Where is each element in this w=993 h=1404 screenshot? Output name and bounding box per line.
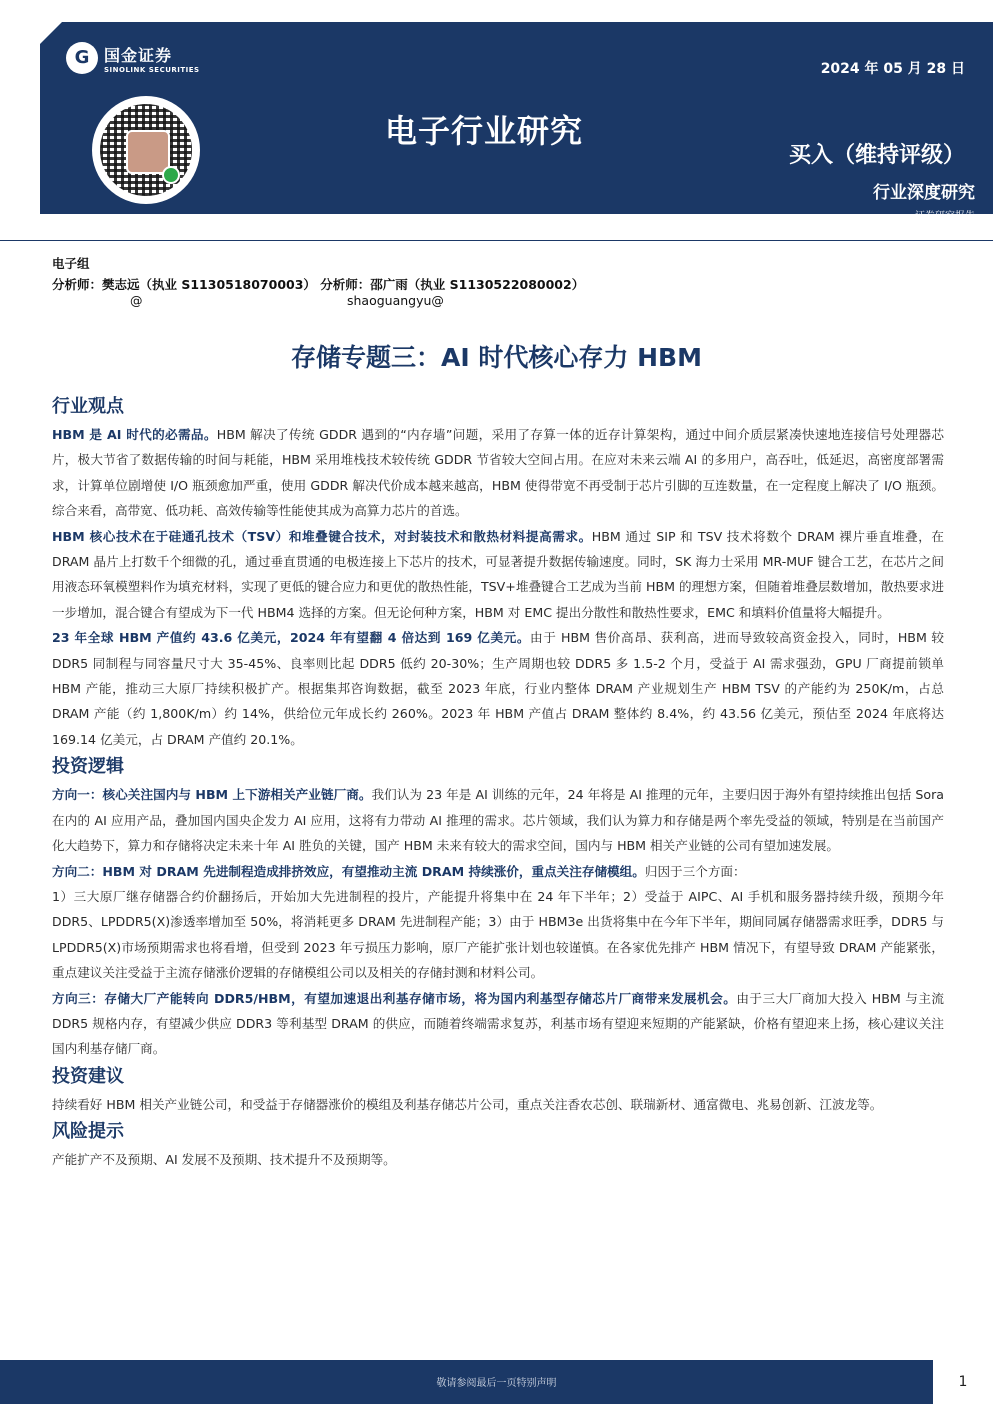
paragraph-text: HBM 通过 SIP 和 TSV 技术将数个 DRAM 裸片垂直堆叠，在 DRAM 晶片上打数千个细微的孔，通过垂直贯通的电极连接上下芯片的技术，可显著提升数据传输速度。同时，SK 海力士采用 MR-MUF 键合工艺，在芯片之间用液态环氧模塑料作为填充材料，实现了更低的键合应力和更优的散热性能，TSV+堆叠键合工艺成为当前 HBM 的理想方案，但随着堆叠层数增加，散热要求进一步增加，混合键合有望成为下一代 HBM4 选择的方案。但无论何种方案，HBM 对 EMC 提出分散性和散热性要求，EMC 和填料价值量将大幅提升。 (52, 528, 944, 620)
analyst-email-2[interactable]: shaoguangyu@ (347, 293, 444, 308)
analyst-email-1[interactable]: @ (130, 293, 143, 308)
section-heading-risk: 风险提示 (52, 1121, 124, 1143)
footer-disclaimer: 敬请参阅最后一页特别声明 (436, 1378, 557, 1389)
paragraph (52, 859, 944, 884)
paragraph-text: 我们认为 23 年是 AI 训练的元年，24 年将是 AI 推理的元年，主要归因于海外有望持续推出包括 Sora 在内的 AI 应用产品，叠加国内国央企发力 AI 应用，这将有力带动 AI 推理的需求。芯片领域，我们认为算力和存储是两个率先受益的领域，特别是在当前国产化大趋势下，算力和存储将决定未来十年 AI 胜负的关键，国产 HBM 未来有较大的需求空间，国内与 HBM 相关产业链的公司有望加速发展。 (52, 787, 944, 854)
paragraph-text: HBM 解决了传统 GDDR 遇到的“内存墙”问题，采用了存算一体的近存计算架构，通过中间介质层紧凑快速地连接信号处理器芯片，极大节省了数据传输的时间与耗能，HBM 采用堆栈技术较传统 GDDR 节省较大空间占用。在应对未来云端 AI 的多用户，高吞吐，低延迟，高密度部署需求，计算单位剧增使 I/O 瓶颈愈加严重，使用 GDDR 解决代价成本越来越高，HBM 使得带宽不再受制于芯片引脚的互连数量，在一定程度上解决了 I/O 瓶颈。综合来看，高带宽、低功耗、高效传输等性能使其成为高算力芯片的首选。 (52, 427, 944, 519)
company-logo (66, 42, 200, 74)
paragraph-lead: 方向三：存储大厂产能转向 DDR5/HBM，有望加速退出利基存储市场，将为国内利基型存储芯片厂商带来发展机会。 (52, 990, 737, 1006)
logo-name-cn: 国金证券 (104, 45, 173, 65)
paragraph-text: 产能扩产不及预期、AI 发展不及预期、技术提升不及预期等。 (52, 1152, 396, 1168)
paragraph-text: 1）三大原厂继存储器合约价翻扬后，开始加大先进制程的投片，产能提升将集中在 24 年下半年；2）受益于 AIPC、AI 手机和服务器持续升级，预期今年 DDR5、LPDDR5(X)渗透率增加至 50%，将消耗更多 DRAM 先进制程产能；3）由于 HBM3e 出货将集中在今年下半年，期间同属存储器需求旺季，DDR5 与 LPDDR5(X)市场预期需求也将看增，但受到 2023 年亏损压力影响，原厂产能扩张计划也较谨慎。在各家优先排产 HBM 情况下，有望导致 DRAM 产能紧张，重点建议关注受益于主流存储涨价逻辑的存储模组公司以及相关的存储封测和材料公司。 (52, 888, 944, 981)
report-body (52, 392, 944, 1173)
paragraph (52, 422, 944, 524)
rating: 买入（维持评级） (788, 143, 965, 168)
banner-corner-cut (40, 22, 62, 44)
paragraph-lead: 23 年全球 HBM 产值约 43.6 亿美元，2024 年有望翻 4 倍达到 169 亿美元。 (52, 630, 531, 646)
logo-glyph: G (74, 47, 90, 68)
report-title: 存储专题三：AI 时代核心存力 HBM (291, 343, 702, 372)
analyst-names: 分析师：樊志远（执业 S1130518070003） 分析师：邵广雨（执业 S1130522080002） (52, 277, 585, 292)
miniprogram-badge-icon (162, 166, 180, 184)
report-type: 行业深度研究 (873, 183, 975, 203)
paragraph (52, 1147, 944, 1172)
qr-center-logo (126, 130, 170, 174)
section-heading-investment-logic: 投资逻辑 (52, 756, 124, 778)
header-banner (40, 22, 993, 222)
paragraph (52, 524, 944, 626)
paragraph (52, 782, 944, 858)
paragraph-lead: 方向一：核心关注国内与 HBM 上下游相关产业链厂商。 (52, 787, 372, 803)
paragraph-text: 持续看好 HBM 相关产业链公司，和受益于存储器涨价的模组及利基存储芯片公司，重点关注香农芯创、联瑞新材、通富微电、兆易创新、江波龙等。 (52, 1096, 883, 1112)
paragraph (52, 625, 944, 752)
header-divider (0, 240, 993, 241)
report-date: 2024 年 05 月 28 日 (820, 61, 965, 77)
paragraph (52, 1092, 944, 1117)
paragraph-lead: 方向二：HBM 对 DRAM 先进制程造成排挤效应，有望推动主流 DRAM 持续涨价，重点关注存储模组。 (52, 863, 645, 879)
paragraph-text: 由于 HBM 售价高昂、获利高，进而导致较高资金投入，同时，HBM 较 DDR5 同制程与同容量尺寸大 35-45%、良率则比起 DDR5 低约 20-30%；生产周期也较 DDR5 多 1.5-2 个月，受益于 AI 需求强劲，GPU 厂商提前锁单 HBM 产能，推动三大原厂持续积极扩产。根据集邦咨询数据，截至 2023 年底，行业内整体 DRAM 产业规划生产 HBM TSV 的产能约为 250K/m，占总 DRAM 产能（约 1,800K/m）约 14%，供给位元年成长约 260%。2023 年 HBM 产值占 DRAM 整体约 8.4%，约 43.56 亿美元，预估至 2024 年底将达 169.14 亿美元，占 DRAM 产值约 20.1%。 (52, 630, 944, 747)
section-heading-investment-advice: 投资建议 (52, 1065, 124, 1087)
qr-code-icon (92, 96, 200, 204)
paragraph-lead: HBM 是 AI 时代的必需品。 (52, 427, 217, 442)
industry-title: 电子行业研究 (385, 112, 584, 150)
report-category: 证券研究报告 (915, 211, 975, 222)
footer-bar (0, 1360, 993, 1404)
logo-name-en: SINOLINK SECURITIES (104, 65, 200, 74)
section-heading-industry-view: 行业观点 (52, 396, 124, 417)
paragraph (52, 884, 944, 986)
analyst-group: 电子组 (52, 256, 90, 271)
page-number: 1 (933, 1360, 993, 1404)
paragraph-lead: HBM 核心技术在于硅通孔技术（TSV）和堆叠键合技术，对封装技术和散热材料提高需求。 (52, 528, 592, 544)
logo-mark-icon (66, 42, 98, 74)
paragraph (52, 986, 944, 1062)
paragraph-text: 归因于三个方面： (644, 863, 746, 879)
paragraph-text: 由于三大厂商加大投入 HBM 与主流 DDR5 规格内存，有望减少供应 DDR3 等利基型 DRAM 的供应，而随着终端需求复苏，利基市场有望迎来短期的产能紧缺，价格有望迎来上扬，核心建议关注国内利基存储厂商。 (52, 990, 945, 1057)
